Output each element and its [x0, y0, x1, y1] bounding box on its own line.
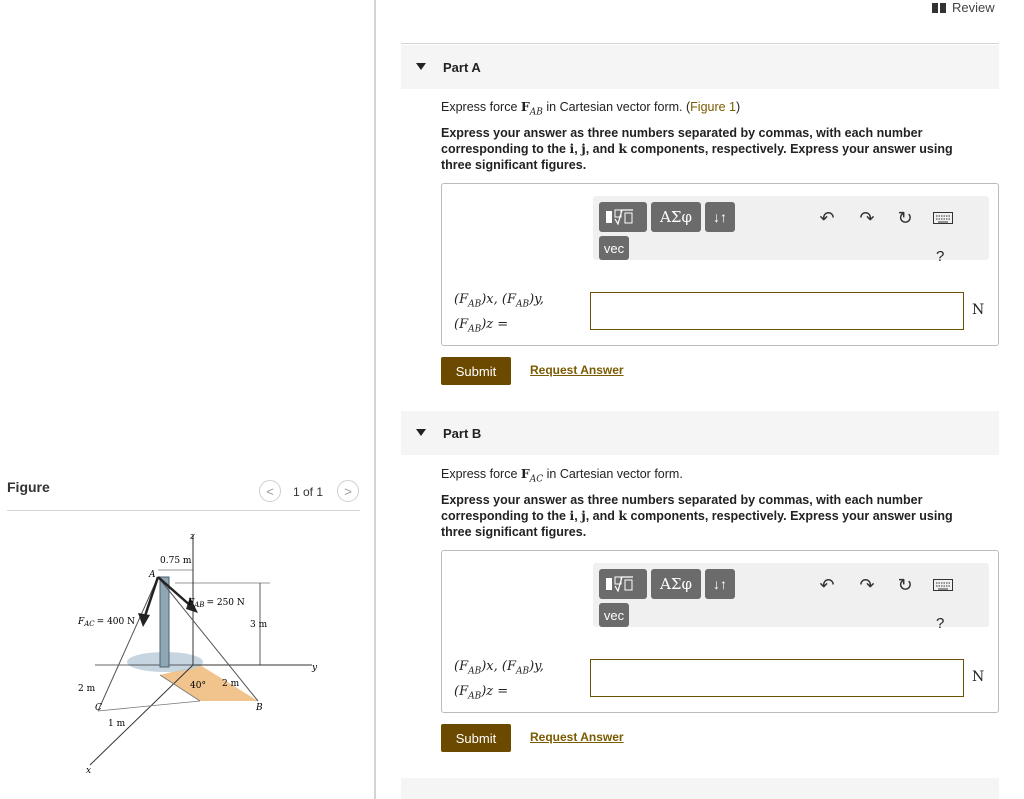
chevron-right-icon: > [344, 483, 352, 499]
arrow-fac [144, 577, 158, 619]
greek-button[interactable]: ΑΣφ [651, 569, 701, 599]
part-b-request-answer-link[interactable]: Request Answer [530, 730, 624, 744]
math-toolbar [593, 563, 989, 632]
greek-button[interactable]: ΑΣφ [651, 202, 701, 232]
point-a-label: A [149, 570, 156, 580]
reset-icon[interactable]: ↻ [897, 207, 913, 228]
lbl: )z = [481, 683, 509, 699]
unit-j: j [581, 141, 586, 156]
lbl-sub: AB [468, 324, 482, 335]
instr-text: , [574, 142, 582, 156]
instr-text: , and [585, 142, 619, 156]
lbl: (F [454, 683, 469, 699]
help-icon[interactable]: ? [936, 248, 945, 265]
lbl: (F [454, 316, 469, 332]
prompt-text: in Cartesian vector form. ( [542, 100, 691, 114]
unit-label: N [972, 302, 985, 318]
prev-figure-button[interactable] [259, 480, 281, 502]
part-a-title: Part A [443, 60, 481, 75]
instr-text: components, respectively. Express your answer using three significant figures. [441, 142, 953, 172]
instr-text: Express your answer as three numbers separated by commas, with each number corresponding to the [441, 126, 923, 156]
figure-diagram [40, 525, 340, 785]
lbl: )x, (F [481, 659, 516, 674]
part-a-request-answer-link[interactable]: Request Answer [530, 363, 624, 377]
lbl-sub: AB [515, 299, 530, 310]
undo-icon[interactable]: ↶ [819, 207, 835, 228]
axis-y-label: y [312, 663, 318, 673]
part-a-submit-button[interactable]: Submit [441, 357, 511, 385]
point-b-label: B [256, 703, 263, 713]
part-b-prompt [441, 466, 683, 485]
answer-label [454, 657, 544, 706]
part-b-answer-input[interactable] [590, 659, 964, 697]
figure-divider [7, 510, 360, 511]
book-icon [932, 3, 946, 13]
part-b-instructions [441, 492, 981, 540]
dim-1m-label: 1 m [108, 719, 126, 729]
review-link[interactable] [932, 0, 995, 15]
dim-top-label: 0.75 m [160, 556, 192, 566]
unit-label: N [972, 669, 985, 685]
dim-height-label: 3 m [250, 620, 268, 630]
lbl-sub: AB [468, 666, 482, 677]
instr-text: , and [585, 509, 619, 523]
pane-divider[interactable] [374, 0, 376, 799]
force-subscript: AC [529, 474, 544, 485]
vec-button[interactable]: vec [599, 236, 629, 260]
lbl-sub: AB [515, 666, 530, 677]
prompt-text: Express force [441, 100, 521, 114]
undo-icon[interactable]: ↶ [819, 574, 835, 595]
force-symbol: F [520, 99, 530, 114]
lbl: )x, (F [481, 292, 516, 307]
unit-k: k [618, 508, 628, 523]
cable-ac [98, 577, 158, 711]
subscript-button[interactable]: ↓↑ [705, 569, 735, 599]
math-toolbar [593, 196, 989, 265]
collapse-triangle-icon [416, 429, 426, 436]
vec-button[interactable]: vec [599, 603, 629, 627]
fac-label [77, 617, 135, 628]
force-subscript: AB [529, 107, 543, 118]
lbl: (F [454, 659, 469, 674]
lbl-sub: AB [468, 299, 482, 310]
unit-i: i [569, 508, 575, 523]
part-a-answer-input[interactable] [590, 292, 964, 330]
keyboard-icon[interactable] [931, 206, 955, 230]
help-icon[interactable]: ? [936, 615, 945, 632]
lbl-sub: AB [468, 691, 482, 702]
collapse-triangle-icon [416, 63, 426, 70]
review-label: Review [952, 0, 995, 15]
fab-symbol: F [188, 598, 195, 608]
x-axis [90, 665, 193, 765]
part-a-answer-box [441, 183, 999, 346]
figure-title: Figure [7, 479, 50, 495]
templates-icon [605, 208, 641, 226]
force-symbol: F [520, 466, 530, 481]
lbl: )y, [529, 292, 544, 307]
fab-subscript: AB [194, 601, 205, 609]
prompt-text: ) [736, 100, 741, 114]
part-b-header[interactable] [401, 411, 999, 455]
reset-icon[interactable]: ↻ [897, 574, 913, 595]
point-c-label: C [95, 703, 102, 713]
top-divider [401, 43, 999, 44]
instr-text: Express your answer as three numbers separated by commas, with each number corresponding to the [441, 493, 923, 523]
next-figure-button[interactable] [337, 480, 359, 502]
instr-text: components, respectively. Express your answer using three significant figures. [441, 509, 953, 539]
templates-button[interactable] [599, 202, 647, 232]
part-b-submit-button[interactable]: Submit [441, 724, 511, 752]
answer-label [454, 290, 544, 339]
figure-link[interactable]: Figure 1 [690, 100, 737, 114]
figure-counter: 1 of 1 [293, 485, 324, 499]
lbl: )z = [481, 316, 509, 332]
fab-label [187, 598, 245, 609]
templates-icon [605, 575, 641, 593]
chevron-left-icon: < [266, 483, 274, 499]
prompt-text: Express force [441, 467, 521, 481]
ground-line-c [98, 701, 200, 711]
part-b-answer-box [441, 550, 999, 713]
part-c-header[interactable] [401, 778, 999, 799]
part-a-header[interactable] [401, 45, 999, 89]
redo-icon[interactable]: ↷ [859, 574, 875, 595]
templates-button[interactable] [599, 569, 647, 599]
unit-i: i [569, 141, 575, 156]
fab-value: = 250 N [206, 598, 245, 608]
instr-text: , [574, 509, 582, 523]
unit-k: k [618, 141, 628, 156]
lbl: (F [454, 292, 469, 307]
fac-symbol: F [78, 617, 85, 627]
pole [160, 577, 169, 667]
part-a-prompt [441, 99, 740, 118]
dim-2m-left-label: 2 m [78, 684, 96, 694]
angle-label: 40° [190, 681, 206, 691]
lbl: )y, [529, 659, 544, 674]
dim-2m-right-label: 2 m [222, 679, 240, 689]
fac-value: = 400 N [96, 617, 135, 627]
fac-subscript: AC [84, 620, 95, 628]
axis-x-label: x [86, 766, 92, 776]
keyboard-icon[interactable] [931, 573, 955, 597]
part-b-title: Part B [443, 426, 482, 441]
part-a-instructions [441, 125, 981, 173]
figure-pane [0, 0, 375, 799]
prompt-text: in Cartesian vector form. [543, 467, 683, 481]
unit-j: j [581, 508, 586, 523]
subscript-button[interactable]: ↓↑ [705, 202, 735, 232]
redo-icon[interactable]: ↷ [859, 207, 875, 228]
axis-z-label: z [190, 532, 195, 542]
arrow-fac-head [138, 613, 150, 627]
